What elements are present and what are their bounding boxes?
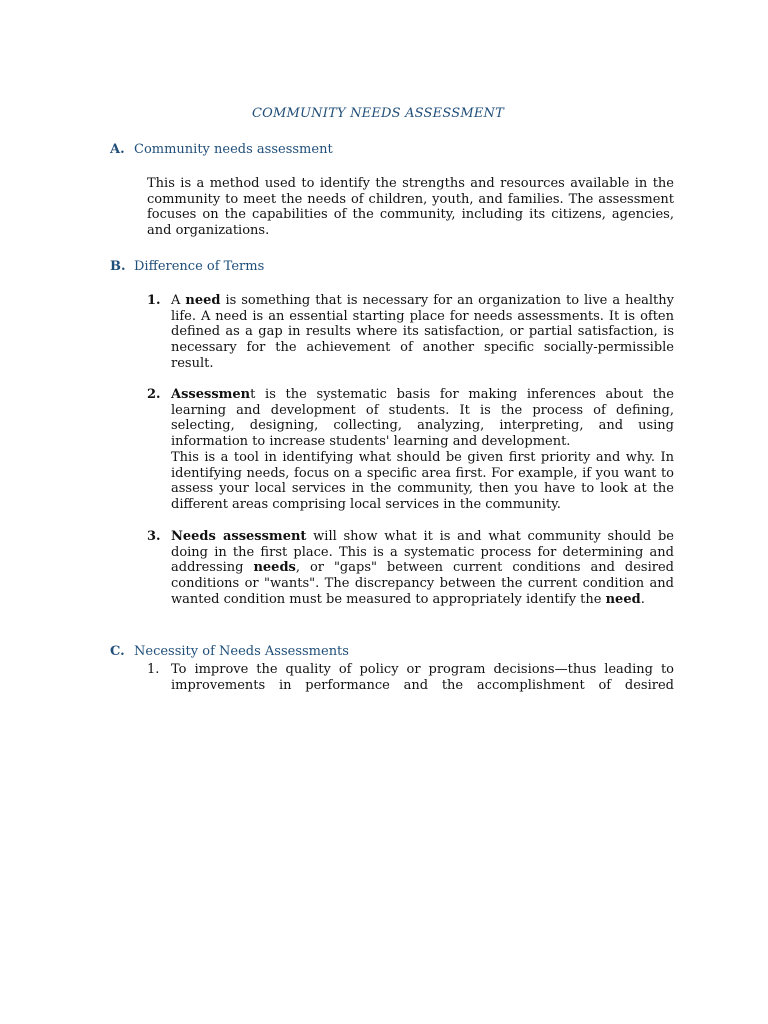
item-number: 3. [147, 529, 161, 544]
item-number: 1. [147, 293, 161, 308]
section-b-letter: B. [110, 259, 126, 274]
section-a-letter: A. [110, 142, 125, 157]
section-b-title: Difference of Terms [134, 259, 265, 274]
item-paragraph: This is a tool in identifying what should be given first priority and why. In identifying needs, focus on a specific area first. For example, if you want to assess your local services in the community, then you have to look at the different areas comprising local services in the community. [171, 449, 674, 512]
section-c-title: Necessity of Needs Assessments [134, 644, 349, 659]
section-a-title: Community needs assessment [134, 142, 333, 157]
item-text: t is the systematic basis for making inferences about the learning and development of students. It is the process of defining, selecting, designing, collecting, analyzing, interpreting, and using information to increase students' learning and development. [171, 387, 674, 450]
item-text: , or "gaps" between current conditions and desired conditions or "wants". The discrepancy between the current condition and wanted condition must be measured to appropriately identify the [171, 560, 674, 607]
item-term: need [605, 591, 641, 607]
item-body: To improve the quality of policy or program decisions—thus leading to improvements in performance and the accomplishment of desired [171, 662, 674, 693]
item-number: 1. [147, 662, 160, 677]
item-paragraph [171, 387, 674, 450]
section-a-heading [110, 142, 333, 157]
item-term: need [185, 293, 221, 308]
item-text: will show what it is and what community should be doing in the first place. This is a systematic process for determining and addressing [171, 529, 674, 576]
item-number: 2. [147, 387, 161, 402]
section-c-letter: C. [110, 644, 125, 659]
item-text: is something that is necessary for an organization to live a healthy life. A need is an essential starting place for needs assessments. It is often defined as a gap in results where its satisfaction, or partial satisfaction, is necessary for the achievement of another specific socially-permissible result. [171, 293, 674, 371]
item-term: Assessmen [171, 387, 251, 402]
list-item [147, 387, 674, 513]
item-term: Needs assessment [171, 529, 307, 544]
list-item [147, 662, 674, 693]
section-b-heading [110, 259, 264, 274]
list-item [147, 529, 674, 608]
item-term: needs [253, 560, 296, 576]
item-text: A [171, 293, 186, 308]
item-body [171, 293, 674, 372]
document-title: COMMUNITY NEEDS ASSESSMENT [252, 106, 504, 121]
item-body [171, 529, 674, 608]
section-a-paragraph: This is a method used to identify the strengths and resources available in the community to meet the needs of children, youth, and families. The assessment focuses on the capabilities of the community, including its citizens, agencies, and organizations. [147, 176, 674, 239]
list-item [147, 293, 674, 372]
section-c-heading [110, 644, 349, 659]
item-body [171, 387, 674, 513]
item-text: . [640, 591, 645, 607]
